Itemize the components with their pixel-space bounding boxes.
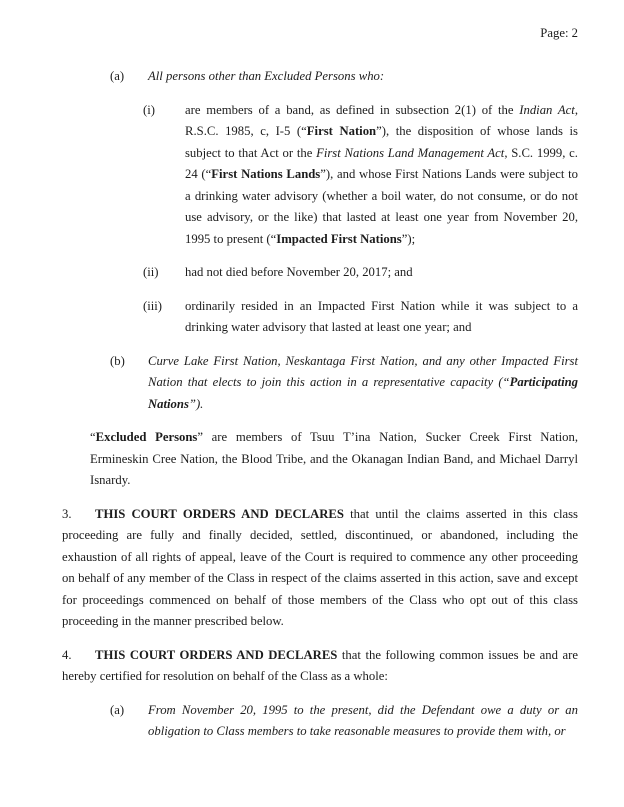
- paragraph-3: [62, 504, 578, 633]
- common-issue-item-a-marker: (a): [110, 702, 125, 717]
- paragraph-4-number: 4.: [62, 647, 72, 662]
- excluded-persons-text: “Excluded Persons” are members of Tsuu T’ina Nation, Sucker Creek First Nation, Ermineskin Cree Nation, the Blood Tribe, and the Okanagan Indian Band, and Michael Darryl Isnardy.: [90, 430, 578, 487]
- page-number: Page: 2: [540, 26, 578, 40]
- list-subitem-i-marker: (i): [143, 102, 155, 117]
- list-subitem-i-text: are members of a band, as defined in subsection 2(1) of the Indian Act, R.S.C. 1985, c, I-5 (“First Nation”), the disposition of whose lands is subject to that Act or the First Nations Land Management Act, S.C. 1999, c. 24 (“First Nations Lands”), and whose First Nations Lands were subject to a drinking water advisory (whether a boil water, do not consume, or do not use advisory, or the like) that lasted at least one year from November 20, 1995 to present (“Impacted First Nations”);: [185, 102, 579, 246]
- list-item-b: [62, 351, 578, 416]
- common-issue-item-a-text: From November 20, 1995 to the present, did the Defendant owe a duty or an obligation to Class members to take reasonable measures to provide them with, or: [148, 702, 578, 738]
- paragraph-4-text: THIS COURT ORDERS AND DECLARES that the following common issues be and are hereby certified for resolution on behalf of the Class as a whole:: [62, 647, 578, 683]
- list-item-b-marker: (b): [110, 353, 125, 368]
- excluded-persons-paragraph: [90, 427, 578, 492]
- paragraph-3-number: 3.: [62, 506, 72, 521]
- list-subitem-iii-marker: (iii): [143, 298, 163, 313]
- list-item-a-text: All persons other than Excluded Persons who:: [148, 69, 385, 83]
- list-subitem-i: [62, 100, 578, 251]
- list-subitem-iii: [62, 296, 578, 339]
- list-subitem-ii-marker: (ii): [143, 265, 159, 279]
- list-subitem-iii-text: ordinarily resided in an Impacted First Nation while it was subject to a drinking water advisory that lasted at least one year; and: [185, 298, 578, 334]
- list-item-a-marker: (a): [110, 69, 125, 83]
- common-issue-item-a: [62, 700, 578, 743]
- list-subitem-ii: [62, 262, 578, 284]
- list-subitem-ii-text: had not died before November 20, 2017; and: [185, 265, 413, 279]
- paragraph-3-text: THIS COURT ORDERS AND DECLARES that until the claims asserted in this class proceeding are fully and finally decided, settled, discontinued, or abandoned, including the exhaustion of all rights of appeal, leave of the Court is required to commence any other proceeding on behalf of any member of the Class in respect of the claims asserted in this action, save and except for proceedings commenced on behalf of those members of the Class who opt out of this class proceeding in the manner prescribed below.: [62, 506, 578, 628]
- document-content: [62, 66, 578, 755]
- list-item-a: [62, 66, 578, 88]
- list-item-b-text: Curve Lake First Nation, Neskantaga First Nation, and any other Impacted First Nation that elects to join this action in a representative capacity (“Participating Nations”).: [148, 353, 578, 411]
- paragraph-4: [62, 645, 578, 688]
